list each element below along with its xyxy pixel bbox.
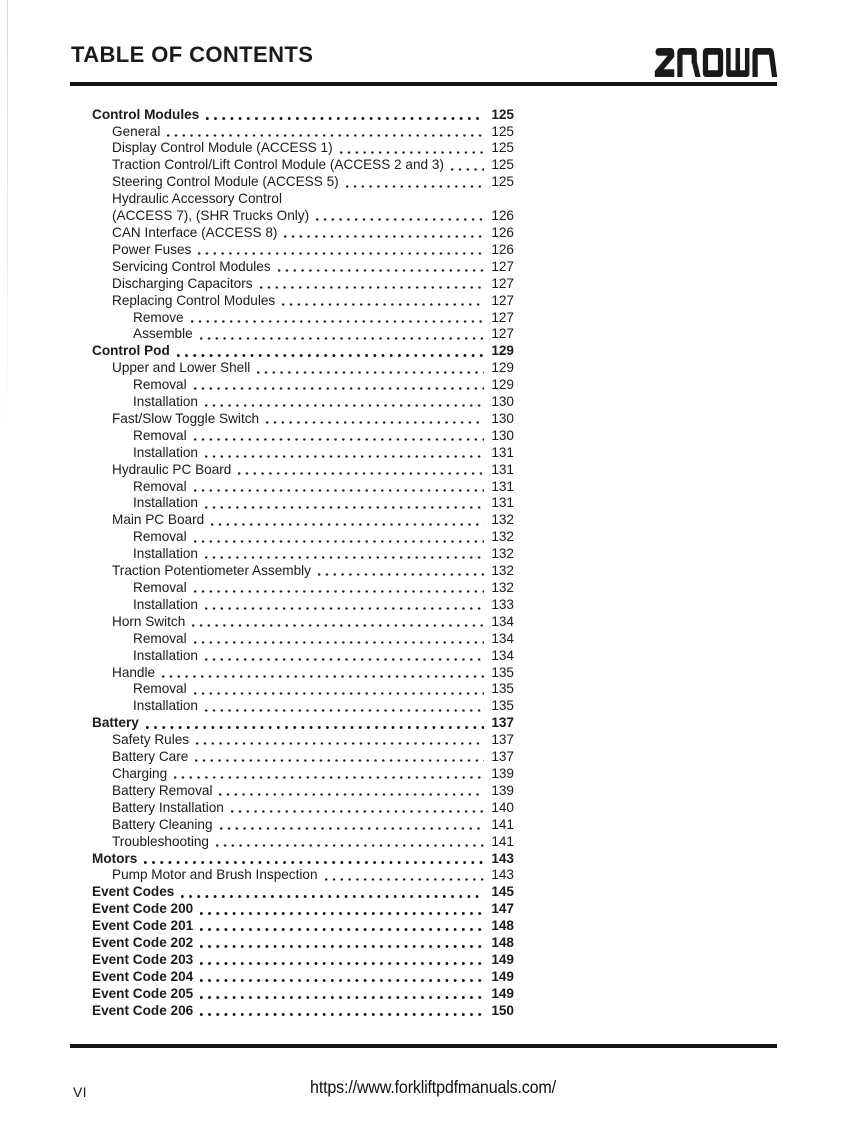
toc-entry-label: Battery Installation — [112, 799, 224, 815]
toc-entry — [92, 714, 514, 731]
dot-leader — [200, 945, 484, 948]
toc-entry — [92, 105, 514, 122]
dot-leader — [200, 337, 484, 340]
dot-leader — [194, 489, 484, 492]
dot-leader — [194, 540, 484, 543]
toc-entry-label: Battery — [92, 715, 139, 731]
footer-rule — [70, 1044, 777, 1048]
toc-entry — [92, 697, 514, 714]
toc-entry — [92, 291, 514, 308]
toc-entry-page: 125 — [491, 174, 514, 190]
toc-entry-label: Event Code 202 — [92, 935, 194, 951]
toc-entry — [92, 950, 514, 967]
toc-list — [92, 105, 514, 1018]
dot-leader — [196, 742, 484, 745]
crown-logo-icon — [654, 47, 778, 78]
toc-entry-page: 129 — [491, 343, 514, 359]
toc-entry-page: 125 — [491, 140, 514, 156]
toc-entry — [92, 612, 514, 629]
dot-leader — [266, 421, 484, 424]
toc-entry-page: 133 — [491, 596, 514, 612]
toc-entry — [92, 443, 514, 460]
toc-entry-label: Servicing Control Modules — [112, 258, 271, 274]
header-rule — [70, 82, 777, 86]
toc-entry-label: Removal — [133, 580, 187, 596]
dot-leader — [216, 844, 484, 847]
dot-leader — [238, 472, 484, 475]
toc-entry-page: 143 — [491, 867, 514, 883]
toc-entry — [92, 900, 514, 917]
toc-entry — [92, 409, 514, 426]
toc-entry-page: 139 — [491, 782, 514, 798]
toc-entry-label: Troubleshooting — [112, 833, 209, 849]
toc-entry — [92, 426, 514, 443]
toc-entry — [92, 578, 514, 595]
toc-entry-label: Removal — [133, 478, 187, 494]
dot-leader — [167, 134, 484, 137]
footer-url-link[interactable]: https://www.forkliftpdfmanuals.com/ — [310, 1077, 556, 1097]
dot-leader — [192, 624, 484, 627]
toc-entry-label: Event Codes — [92, 884, 175, 900]
toc-entry-label: Replacing Control Modules — [112, 292, 276, 308]
dot-leader — [257, 371, 484, 374]
toc-entry-label: Installation — [133, 495, 198, 511]
toc-entry — [92, 629, 514, 646]
dot-leader — [206, 117, 484, 120]
toc-entry-label: Steering Control Module (ACCESS 5) — [112, 174, 339, 190]
toc-entry — [92, 528, 514, 545]
toc-entry — [92, 274, 514, 291]
toc-entry-label: Discharging Capacitors — [112, 275, 253, 291]
toc-entry — [92, 325, 514, 342]
toc-entry-page: 125 — [491, 123, 514, 139]
toc-entry-page: 126 — [491, 224, 514, 240]
toc-entry-page: 130 — [491, 394, 514, 410]
toc-entry-page: 141 — [491, 833, 514, 849]
toc-entry — [92, 832, 514, 849]
dot-leader — [451, 168, 484, 171]
dot-leader — [205, 506, 484, 509]
toc-entry — [92, 392, 514, 409]
toc-entry-page: 135 — [491, 698, 514, 714]
toc-entry-label: Battery Cleaning — [112, 816, 213, 832]
toc-entry-label: Traction Potentiometer Assembly — [112, 563, 311, 579]
toc-entry — [92, 342, 514, 359]
toc-entry-label: Removal — [133, 427, 187, 443]
toc-entry-label: Removal — [133, 377, 187, 393]
dot-leader — [146, 726, 484, 729]
toc-entry — [92, 511, 514, 528]
toc-entry-page: 125 — [491, 106, 514, 122]
dot-leader — [144, 861, 484, 864]
dot-leader — [282, 303, 484, 306]
toc-entry — [92, 731, 514, 748]
toc-entry-label: Installation — [133, 698, 198, 714]
dot-leader — [205, 404, 484, 407]
dot-leader — [284, 235, 484, 238]
toc-entry-label: Event Code 205 — [92, 985, 194, 1001]
toc-entry-page: 125 — [491, 157, 514, 173]
dot-leader — [205, 607, 484, 610]
toc-entry-page: 132 — [491, 529, 514, 545]
toc-entry-page: 148 — [491, 918, 514, 934]
dot-leader — [200, 1013, 484, 1016]
toc-entry-label: Installation — [133, 596, 198, 612]
toc-entry-label: Removal — [133, 630, 187, 646]
toc-entry-page: 127 — [491, 309, 514, 325]
toc-entry-page: 134 — [491, 647, 514, 663]
toc-entry — [92, 1001, 514, 1018]
dot-leader — [346, 185, 484, 188]
dot-leader — [340, 151, 484, 154]
toc-entry — [92, 917, 514, 934]
toc-entry — [92, 764, 514, 781]
dot-leader — [325, 878, 484, 881]
toc-entry-label: Battery Care — [112, 749, 189, 765]
dot-leader — [194, 387, 484, 390]
toc-entry-page: 127 — [491, 258, 514, 274]
dot-leader — [194, 590, 484, 593]
toc-entry — [92, 206, 514, 223]
toc-entry-label: Remove — [133, 309, 184, 325]
toc-entry-label: Event Code 204 — [92, 968, 194, 984]
toc-entry — [92, 376, 514, 393]
dot-leader — [200, 912, 484, 915]
toc-entry-label: Installation — [133, 394, 198, 410]
toc-entry-page: 139 — [491, 765, 514, 781]
toc-entry — [92, 173, 514, 190]
toc-entry-label: Pump Motor and Brush Inspection — [112, 867, 318, 883]
toc-entry-label: Control Pod — [92, 343, 170, 359]
toc-entry — [92, 359, 514, 376]
toc-entry — [92, 798, 514, 815]
toc-entry — [92, 561, 514, 578]
toc-entry-page: 135 — [491, 681, 514, 697]
toc-entry-label: Hydraulic PC Board — [112, 461, 232, 477]
toc-entry-label: Hydraulic Accessory Control — [112, 191, 282, 207]
toc-entry-label: Installation — [133, 546, 198, 562]
toc-entry-page: 135 — [491, 664, 514, 680]
toc-entry — [92, 240, 514, 257]
toc-entry-page: 127 — [491, 275, 514, 291]
dot-leader — [181, 895, 484, 898]
dot-leader — [200, 928, 484, 931]
toc-entry-page: 130 — [491, 410, 514, 426]
dot-leader — [200, 979, 484, 982]
toc-entry-page: 141 — [491, 816, 514, 832]
toc-entry — [92, 257, 514, 274]
toc-entry-page: 131 — [491, 444, 514, 460]
dot-leader — [205, 556, 484, 559]
toc-entry — [92, 308, 514, 325]
toc-entry-label: Removal — [133, 681, 187, 697]
toc-entry-label: Fast/Slow Toggle Switch — [112, 410, 260, 426]
dot-leader — [231, 810, 484, 813]
toc-entry-page: 126 — [491, 208, 514, 224]
toc-entry-label: (ACCESS 7), (SHR Trucks Only) — [112, 208, 310, 224]
toc-entry-label: Display Control Module (ACCESS 1) — [112, 140, 333, 156]
toc-entry-label: Handle — [112, 664, 156, 680]
toc-entry-page: 134 — [491, 630, 514, 646]
toc-entry-label: Event Code 201 — [92, 918, 194, 934]
toc-entry-page: 149 — [491, 968, 514, 984]
toc-entry-page: 143 — [491, 850, 514, 866]
page-number-label: VI — [73, 1084, 87, 1100]
toc-entry — [92, 595, 514, 612]
toc-entry-page: 147 — [491, 901, 514, 917]
dot-leader — [194, 641, 484, 644]
toc-entry-label: CAN Interface (ACCESS 8) — [112, 224, 278, 240]
dot-leader — [205, 658, 484, 661]
toc-entry-page: 131 — [491, 478, 514, 494]
toc-entry-page: 132 — [491, 546, 514, 562]
dot-leader — [260, 286, 484, 289]
toc-entry-label: Safety Rules — [112, 732, 190, 748]
toc-entry — [92, 781, 514, 798]
toc-entry-page: 137 — [491, 715, 514, 731]
toc-entry-label: Upper and Lower Shell — [112, 360, 251, 376]
toc-entry — [92, 156, 514, 173]
dot-leader — [200, 996, 484, 999]
toc-entry-label: Event Code 200 — [92, 901, 194, 917]
toc-entry — [92, 139, 514, 156]
dot-leader — [219, 793, 484, 796]
toc-entry-label: Motors — [92, 850, 138, 866]
toc-entry-label: Control Modules — [92, 106, 200, 122]
dot-leader — [205, 709, 484, 712]
toc-entry-page: 134 — [491, 613, 514, 629]
toc-entry-label: Removal — [133, 529, 187, 545]
toc-entry-label: Charging — [112, 765, 168, 781]
dot-leader — [278, 269, 484, 272]
toc-entry-page: 126 — [491, 241, 514, 257]
toc-entry-label: General — [112, 123, 161, 139]
toc-entry — [92, 984, 514, 1001]
toc-entry — [92, 460, 514, 477]
toc-entry-page: 131 — [491, 461, 514, 477]
toc-entry — [92, 967, 514, 984]
dot-leader — [194, 692, 484, 695]
toc-entry-page: 148 — [491, 935, 514, 951]
page-scan-edge — [7, 0, 8, 420]
toc-entry — [92, 747, 514, 764]
toc-entry-page: 131 — [491, 495, 514, 511]
dot-leader — [200, 962, 484, 965]
toc-entry-label: Event Code 203 — [92, 951, 194, 967]
dot-leader — [174, 776, 484, 779]
toc-entry — [92, 849, 514, 866]
toc-entry — [92, 883, 514, 900]
dot-leader — [194, 438, 484, 441]
dot-leader — [177, 354, 484, 357]
toc-entry — [92, 122, 514, 139]
toc-entry-page: 129 — [491, 360, 514, 376]
toc-entry-page: 149 — [491, 985, 514, 1001]
toc-entry-page: 132 — [491, 512, 514, 528]
toc-entry — [92, 815, 514, 832]
toc-entry-label: Horn Switch — [112, 613, 186, 629]
toc-entry — [92, 190, 514, 207]
toc-entry-page: 127 — [491, 326, 514, 342]
dot-leader — [220, 827, 485, 830]
dot-leader — [191, 320, 484, 323]
toc-entry-page: 145 — [491, 884, 514, 900]
toc-entry-page: 149 — [491, 951, 514, 967]
dot-leader — [211, 523, 484, 526]
toc-entry-page: 130 — [491, 427, 514, 443]
dot-leader — [318, 573, 484, 576]
toc-entry-page: 137 — [491, 732, 514, 748]
toc-entry — [92, 933, 514, 950]
toc-entry-page: 132 — [491, 580, 514, 596]
toc-entry — [92, 646, 514, 663]
toc-entry-label: Assemble — [133, 326, 193, 342]
toc-entry-page: 132 — [491, 563, 514, 579]
toc-entry-label: Event Code 206 — [92, 1002, 194, 1018]
toc-entry — [92, 663, 514, 680]
toc-entry-label: Main PC Board — [112, 512, 205, 528]
page-title: TABLE OF CONTENTS — [71, 41, 314, 67]
toc-entry-label: Installation — [133, 647, 198, 663]
dot-leader — [316, 218, 484, 221]
dot-leader — [198, 252, 484, 255]
toc-entry-label: Power Fuses — [112, 241, 192, 257]
toc-entry-label: Traction Control/Lift Control Module (ACCESS 2 and 3) — [112, 157, 444, 173]
toc-entry — [92, 866, 514, 883]
toc-entry — [92, 494, 514, 511]
toc-entry — [92, 223, 514, 240]
toc-entry — [92, 477, 514, 494]
dot-leader — [195, 759, 484, 762]
toc-entry-label: Installation — [133, 444, 198, 460]
toc-entry — [92, 680, 514, 697]
dot-leader — [205, 455, 484, 458]
toc-entry — [92, 545, 514, 562]
toc-entry-page: 140 — [491, 799, 514, 815]
dot-leader — [162, 675, 484, 678]
toc-entry-page: 129 — [491, 377, 514, 393]
toc-entry-page: 150 — [491, 1002, 514, 1018]
toc-entry-page: 127 — [491, 292, 514, 308]
toc-entry-label: Battery Removal — [112, 782, 213, 798]
toc-entry-page: 137 — [491, 749, 514, 765]
